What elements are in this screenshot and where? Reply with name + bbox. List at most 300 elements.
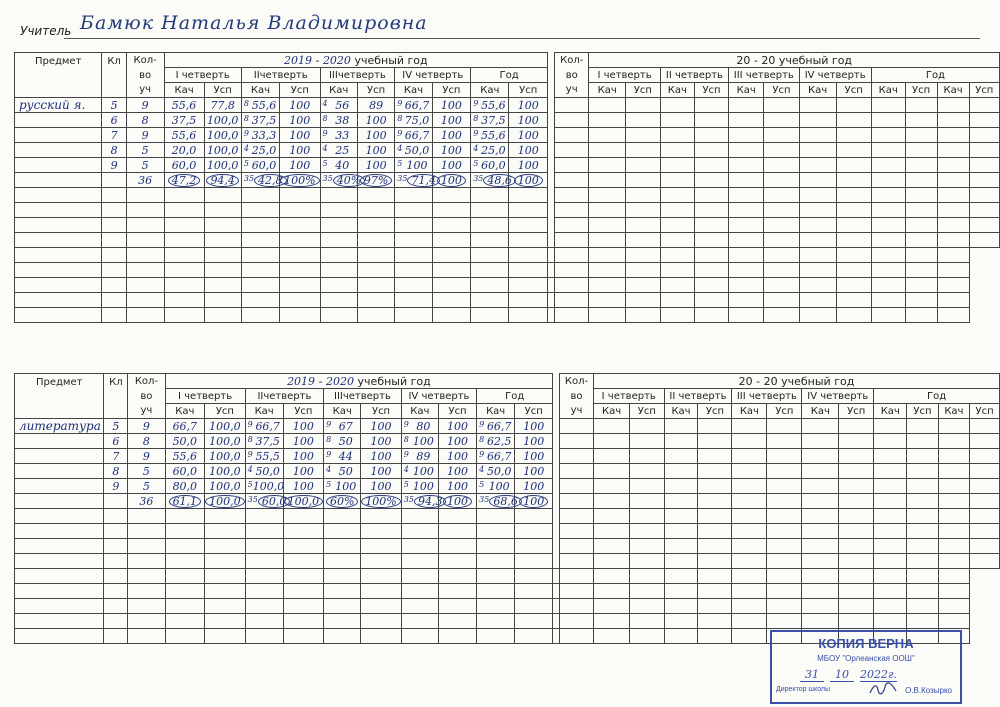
usp-value bbox=[515, 419, 553, 434]
empty-cell bbox=[324, 554, 361, 569]
empty-cell bbox=[698, 419, 732, 434]
empty-cell bbox=[764, 248, 799, 263]
empty-cell bbox=[802, 434, 839, 449]
year-right-from: 20 bbox=[736, 53, 751, 67]
empty-cell bbox=[626, 158, 661, 173]
empty-cell bbox=[664, 419, 698, 434]
usp-number: 100,0 bbox=[209, 479, 241, 493]
usp-number: 100 bbox=[365, 113, 387, 127]
empty-cell bbox=[767, 599, 802, 614]
empty-cell bbox=[471, 233, 509, 248]
count-cell-right bbox=[560, 494, 594, 509]
usp-number: 100,0 bbox=[206, 113, 239, 127]
empty-cell bbox=[128, 524, 165, 539]
usp-header: Усп bbox=[839, 404, 874, 419]
year-header-right bbox=[593, 374, 999, 389]
empty-cell bbox=[630, 449, 664, 464]
kach-value bbox=[245, 464, 283, 479]
empty-cell bbox=[630, 584, 664, 599]
empty-cell bbox=[164, 203, 204, 218]
usp-number: 100,0 bbox=[209, 419, 241, 433]
quarter-header: IIIчетверть bbox=[320, 68, 395, 83]
count-header-mid-right: во bbox=[560, 389, 594, 404]
empty-cell bbox=[660, 248, 694, 263]
count-header-top: Кол- bbox=[126, 53, 164, 68]
empty-cell bbox=[553, 584, 560, 599]
usp-number: 100 bbox=[514, 174, 543, 187]
empty-cell bbox=[626, 233, 661, 248]
year-right-to: 20 bbox=[763, 374, 778, 388]
empty-cell bbox=[732, 494, 767, 509]
kach-number: 48,6 bbox=[483, 174, 516, 187]
empty-row bbox=[15, 263, 1000, 278]
kach-header: Кач bbox=[593, 404, 629, 419]
empty-cell bbox=[205, 569, 246, 584]
empty-cell bbox=[15, 554, 104, 569]
stamp-director-name: О.В.Козырко bbox=[905, 686, 952, 695]
empty-cell bbox=[589, 188, 626, 203]
header-row-3 bbox=[15, 83, 1000, 98]
empty-cell bbox=[732, 434, 767, 449]
data-row bbox=[15, 449, 1000, 464]
empty-cell bbox=[560, 524, 594, 539]
empty-cell bbox=[245, 599, 283, 614]
empty-cell bbox=[395, 308, 432, 323]
empty-cell bbox=[729, 188, 764, 203]
count-cell bbox=[126, 98, 164, 113]
empty-cell bbox=[357, 263, 394, 278]
empty-cell bbox=[126, 188, 164, 203]
usp-header: Усп bbox=[969, 83, 999, 98]
kach-value bbox=[395, 98, 432, 113]
empty-cell bbox=[767, 419, 802, 434]
usp-value bbox=[357, 113, 394, 128]
empty-cell bbox=[802, 539, 839, 554]
total-row bbox=[15, 494, 1000, 509]
empty-cell bbox=[593, 629, 629, 644]
kach-number: 80 bbox=[416, 419, 431, 433]
empty-cell bbox=[694, 203, 728, 218]
usp-value bbox=[205, 494, 246, 509]
pupil-count: 9 bbox=[479, 419, 485, 429]
empty-cell bbox=[729, 308, 764, 323]
empty-cell bbox=[102, 278, 126, 293]
data-row bbox=[15, 128, 1000, 143]
empty-cell bbox=[555, 218, 589, 233]
empty-cell bbox=[938, 509, 970, 524]
empty-cell bbox=[515, 614, 553, 629]
empty-cell bbox=[128, 554, 165, 569]
empty-cell bbox=[104, 614, 128, 629]
quarter-header-right: Год bbox=[871, 68, 999, 83]
kach-header: Кач bbox=[401, 404, 438, 419]
empty-cell bbox=[969, 128, 999, 143]
empty-cell bbox=[589, 293, 626, 308]
empty-cell bbox=[698, 494, 732, 509]
empty-cell bbox=[836, 158, 871, 173]
empty-cell bbox=[694, 233, 728, 248]
empty-cell bbox=[555, 203, 589, 218]
kach-number: 100 bbox=[412, 434, 434, 448]
empty-cell bbox=[660, 158, 694, 173]
kach-number: 20,0 bbox=[171, 143, 197, 157]
stamp-org: МБОУ "Орлеанская ООШ" bbox=[817, 654, 915, 663]
empty-cell bbox=[937, 98, 969, 113]
usp-value bbox=[432, 143, 471, 158]
year-from: 2019 bbox=[283, 53, 312, 67]
empty-cell bbox=[164, 218, 204, 233]
count-cell-right bbox=[560, 419, 594, 434]
grade-grid bbox=[14, 373, 1000, 644]
usp-value bbox=[515, 479, 553, 494]
empty-cell bbox=[165, 524, 205, 539]
kach-value bbox=[241, 98, 279, 113]
kach-number: 100,0 bbox=[252, 479, 285, 493]
empty-cell bbox=[241, 278, 279, 293]
empty-cell bbox=[477, 539, 515, 554]
usp-number: 100 bbox=[523, 434, 545, 448]
empty-cell bbox=[799, 233, 836, 248]
pupil-count: 35 bbox=[243, 173, 255, 183]
empty-cell bbox=[660, 113, 694, 128]
empty-cell bbox=[694, 248, 728, 263]
empty-cell bbox=[874, 614, 907, 629]
empty-cell bbox=[907, 449, 938, 464]
kach-number: 66,7 bbox=[172, 419, 198, 433]
empty-cell bbox=[320, 248, 357, 263]
kach-value bbox=[401, 494, 443, 509]
empty-cell bbox=[477, 614, 515, 629]
empty-cell bbox=[660, 233, 694, 248]
empty-cell bbox=[128, 599, 165, 614]
teacher-label: Учитель bbox=[20, 24, 72, 38]
quarter-header: I четверть bbox=[164, 68, 241, 83]
empty-cell bbox=[548, 278, 555, 293]
empty-cell bbox=[969, 173, 999, 188]
kach-number: 80,0 bbox=[172, 479, 198, 493]
empty-cell bbox=[732, 524, 767, 539]
kach-value bbox=[245, 434, 283, 449]
empty-cell bbox=[660, 98, 694, 113]
usp-number: 100 bbox=[365, 143, 387, 157]
empty-cell bbox=[764, 293, 799, 308]
empty-cell bbox=[593, 539, 629, 554]
empty-cell bbox=[698, 479, 732, 494]
empty-cell bbox=[324, 629, 361, 644]
empty-cell bbox=[555, 278, 589, 293]
empty-cell bbox=[205, 584, 246, 599]
empty-cell bbox=[802, 599, 839, 614]
empty-cell bbox=[871, 173, 905, 188]
empty-cell bbox=[694, 128, 728, 143]
empty-cell bbox=[969, 188, 999, 203]
empty-cell bbox=[471, 188, 509, 203]
kach-number: 62,5 bbox=[486, 434, 512, 448]
empty-cell bbox=[802, 464, 839, 479]
empty-cell bbox=[205, 554, 246, 569]
count-cell-right bbox=[555, 143, 589, 158]
pupil-count: 8 bbox=[322, 113, 328, 123]
grade-table-literature bbox=[14, 373, 1000, 644]
empty-cell bbox=[938, 614, 970, 629]
empty-cell bbox=[907, 599, 938, 614]
header-row-1 bbox=[15, 53, 1000, 68]
year-right-dash: - bbox=[756, 374, 761, 388]
empty-cell bbox=[320, 263, 357, 278]
kach-number: 37,5 bbox=[481, 113, 506, 127]
usp-value bbox=[204, 128, 241, 143]
empty-cell bbox=[905, 158, 937, 173]
kach-number: 66,7 bbox=[404, 98, 430, 112]
kach-number: 50 bbox=[338, 464, 353, 478]
usp-value bbox=[509, 128, 548, 143]
empty-cell bbox=[515, 584, 553, 599]
empty-cell bbox=[165, 569, 205, 584]
empty-cell bbox=[626, 98, 661, 113]
usp-value bbox=[283, 479, 324, 494]
empty-cell bbox=[732, 629, 767, 644]
empty-cell bbox=[907, 554, 938, 569]
year-header bbox=[164, 53, 547, 68]
kach-value bbox=[164, 98, 204, 113]
empty-cell bbox=[907, 509, 938, 524]
subject-cell bbox=[15, 113, 102, 128]
kach-number: 67 bbox=[338, 419, 353, 433]
stamp-director-label: Директор школы bbox=[776, 686, 831, 693]
empty-cell bbox=[694, 98, 728, 113]
empty-cell bbox=[937, 263, 969, 278]
empty-cell bbox=[593, 434, 629, 449]
quarter-header: IV четверть bbox=[401, 389, 476, 404]
empty-cell bbox=[509, 278, 548, 293]
pupil-count: 4 bbox=[326, 464, 332, 474]
usp-value bbox=[357, 143, 394, 158]
count-header-mid: во bbox=[126, 68, 164, 83]
kach-value bbox=[401, 449, 438, 464]
kach-number: 100 bbox=[335, 479, 357, 493]
empty-cell bbox=[694, 308, 728, 323]
empty-cell bbox=[283, 524, 324, 539]
empty-cell bbox=[283, 614, 324, 629]
empty-cell bbox=[438, 539, 476, 554]
empty-cell bbox=[164, 308, 204, 323]
empty-cell bbox=[729, 173, 764, 188]
empty-cell bbox=[626, 128, 661, 143]
empty-cell bbox=[320, 308, 357, 323]
usp-number: 100 bbox=[519, 495, 548, 508]
empty-cell bbox=[732, 554, 767, 569]
empty-cell bbox=[664, 509, 698, 524]
empty-cell bbox=[660, 128, 694, 143]
copy-certified-stamp bbox=[770, 630, 962, 704]
kach-number: 68,6 bbox=[489, 495, 522, 508]
empty-cell bbox=[970, 509, 1000, 524]
empty-cell bbox=[15, 308, 102, 323]
pupil-count: 35 bbox=[473, 173, 484, 183]
empty-cell bbox=[732, 569, 767, 584]
empty-cell bbox=[799, 128, 836, 143]
usp-value bbox=[432, 173, 471, 188]
empty-cell bbox=[164, 278, 204, 293]
empty-cell bbox=[938, 419, 970, 434]
kach-value bbox=[241, 173, 283, 188]
empty-cell bbox=[764, 278, 799, 293]
usp-value bbox=[515, 434, 553, 449]
empty-cell bbox=[694, 173, 728, 188]
stamp-title: КОПИЯ ВЕРНА bbox=[818, 636, 914, 651]
kach-header: Кач bbox=[245, 404, 283, 419]
empty-cell bbox=[395, 278, 432, 293]
usp-value bbox=[357, 173, 394, 188]
empty-cell bbox=[241, 263, 279, 278]
empty-cell bbox=[694, 218, 728, 233]
empty-cell bbox=[515, 569, 553, 584]
kach-value bbox=[165, 419, 205, 434]
empty-cell bbox=[283, 584, 324, 599]
empty-cell bbox=[560, 614, 594, 629]
year-label: учебный год bbox=[354, 53, 428, 67]
usp-number: 100,0 bbox=[205, 495, 245, 508]
empty-cell bbox=[839, 464, 874, 479]
usp-number: 100 bbox=[292, 464, 314, 478]
usp-number: 100 bbox=[370, 479, 392, 493]
subject-header: Предмет bbox=[15, 53, 102, 98]
usp-number: 100,0 bbox=[206, 128, 239, 142]
kach-number: 42,8 bbox=[254, 174, 287, 187]
usp-number: 100 bbox=[365, 158, 387, 172]
empty-cell bbox=[938, 479, 970, 494]
empty-cell bbox=[102, 248, 126, 263]
kach-header: Кач bbox=[589, 83, 626, 98]
empty-cell bbox=[589, 233, 626, 248]
usp-number: 100,0 bbox=[284, 495, 324, 508]
empty-cell bbox=[698, 629, 732, 644]
total-row bbox=[15, 173, 1000, 188]
empty-cell bbox=[871, 248, 905, 263]
class-header: Кл bbox=[104, 374, 128, 419]
pupil-count: 8 bbox=[243, 98, 249, 108]
count-cell-right bbox=[560, 464, 594, 479]
empty-cell bbox=[357, 218, 394, 233]
empty-cell bbox=[589, 98, 626, 113]
quarter-header-right: I четверть bbox=[589, 68, 660, 83]
pupil-count: 9 bbox=[403, 449, 409, 459]
empty-cell bbox=[204, 263, 241, 278]
kach-number: 44 bbox=[338, 449, 353, 463]
empty-cell bbox=[589, 248, 626, 263]
empty-cell bbox=[626, 218, 661, 233]
empty-cell bbox=[15, 278, 102, 293]
empty-cell bbox=[361, 524, 401, 539]
empty-cell bbox=[630, 509, 664, 524]
empty-cell bbox=[626, 248, 661, 263]
empty-cell bbox=[938, 464, 970, 479]
kach-value bbox=[401, 479, 438, 494]
usp-value bbox=[205, 479, 246, 494]
empty-cell bbox=[515, 629, 553, 644]
pupil-total: 9 bbox=[141, 128, 149, 142]
data-row bbox=[15, 479, 1000, 494]
quarter-header-right: IV четверть bbox=[802, 389, 874, 404]
class-number: 9 bbox=[110, 158, 118, 172]
pupil-count: 4 bbox=[247, 464, 253, 474]
empty-cell bbox=[401, 614, 438, 629]
empty-cell bbox=[509, 218, 548, 233]
empty-cell bbox=[694, 113, 728, 128]
empty-cell bbox=[589, 218, 626, 233]
empty-cell bbox=[694, 293, 728, 308]
kach-value bbox=[320, 113, 357, 128]
empty-cell bbox=[732, 539, 767, 554]
data-row bbox=[15, 113, 1000, 128]
usp-number: 97% bbox=[360, 174, 392, 187]
usp-value bbox=[432, 98, 471, 113]
usp-value bbox=[280, 128, 320, 143]
empty-cell bbox=[477, 584, 515, 599]
empty-cell bbox=[664, 434, 698, 449]
pupil-total: 9 bbox=[142, 419, 150, 433]
usp-value bbox=[438, 464, 476, 479]
usp-number: 100 bbox=[292, 449, 314, 463]
pupil-count: 4 bbox=[473, 143, 479, 153]
pupil-count: 5 bbox=[322, 158, 328, 168]
kach-value bbox=[324, 464, 361, 479]
empty-cell bbox=[560, 569, 594, 584]
empty-cell bbox=[938, 524, 970, 539]
usp-value bbox=[357, 158, 394, 173]
quarter-header: IIIчетверть bbox=[324, 389, 402, 404]
empty-cell bbox=[836, 248, 871, 263]
empty-cell bbox=[357, 308, 394, 323]
empty-cell bbox=[241, 308, 279, 323]
usp-value bbox=[205, 419, 246, 434]
empty-cell bbox=[102, 308, 126, 323]
empty-cell bbox=[937, 173, 969, 188]
empty-cell bbox=[799, 113, 836, 128]
empty-cell bbox=[438, 629, 476, 644]
kach-number: 55,6 bbox=[481, 128, 506, 142]
empty-cell bbox=[839, 584, 874, 599]
usp-value bbox=[361, 479, 401, 494]
empty-cell bbox=[664, 554, 698, 569]
empty-cell bbox=[839, 554, 874, 569]
usp-number: 100 bbox=[517, 143, 539, 157]
empty-cell bbox=[836, 203, 871, 218]
empty-cell bbox=[802, 569, 839, 584]
class-number: 9 bbox=[112, 479, 120, 493]
kach-number: 89 bbox=[416, 449, 431, 463]
empty-cell bbox=[361, 554, 401, 569]
empty-cell bbox=[626, 278, 661, 293]
pupil-count: 4 bbox=[479, 464, 485, 474]
kach-header: Кач bbox=[874, 404, 907, 419]
empty-cell bbox=[938, 449, 970, 464]
quarter-header: I четверть bbox=[165, 389, 245, 404]
empty-cell bbox=[432, 233, 471, 248]
empty-cell bbox=[165, 629, 205, 644]
year-right-to: 20 bbox=[761, 53, 776, 67]
empty-cell bbox=[874, 479, 907, 494]
usp-number: 100 bbox=[292, 419, 314, 433]
kach-value bbox=[164, 113, 204, 128]
empty-cell bbox=[357, 248, 394, 263]
usp-value bbox=[283, 434, 324, 449]
empty-cell bbox=[764, 308, 799, 323]
empty-cell bbox=[104, 509, 128, 524]
usp-value bbox=[361, 419, 401, 434]
kach-value bbox=[324, 494, 361, 509]
pupil-count: 35 bbox=[403, 494, 414, 504]
